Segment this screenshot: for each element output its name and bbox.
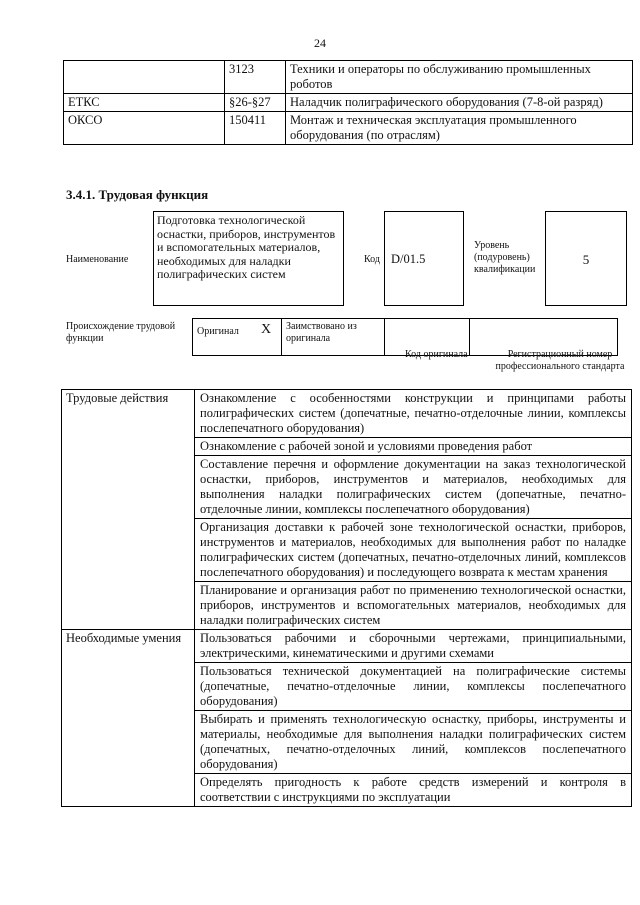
original-mark: X: [257, 319, 282, 356]
table-cell: ОКСО: [64, 112, 225, 145]
classification-table: [63, 60, 633, 145]
action-item: Организация доставки к рабочей зоне технологической оснастки, приборов, инструментов и материалов, необходимых для выполнения работ по наладке полиграфических систем (допечатных, печатно-отделочных линий, комплексов послепечатного оборудования) и последующего возврата к местам хранения: [195, 519, 632, 582]
page-number: 24: [314, 36, 326, 50]
code-label: Код: [364, 254, 380, 265]
table-row: [64, 61, 633, 94]
table-cell: Техники и операторы по обслуживанию промышленных роботов: [286, 61, 633, 94]
actions-label: Трудовые действия: [62, 390, 195, 630]
level-box: 5: [545, 211, 627, 306]
action-item: Планирование и организация работ по применению технологической оснастки, приборов, инструментов и вспомогательных материалов, необходимых для наладки полиграфических систем: [195, 582, 632, 630]
code-original-label: Код оригинала: [405, 349, 468, 360]
function-details-table: [61, 389, 632, 807]
origin-label: Происхождение трудовой функции: [66, 321, 176, 344]
name-label: Наименование: [66, 254, 129, 265]
level-label: Уровень (подуровень) квалификации: [474, 240, 536, 275]
table-cell: Монтаж и техническая эксплуатация промышленного оборудования (по отраслям): [286, 112, 633, 145]
action-item: Ознакомление с рабочей зоной и условиями проведения работ: [195, 438, 632, 456]
reg-number-label: Регистрационный номер профессионального стандарта: [495, 349, 625, 372]
code-box: D/01.5: [384, 211, 464, 306]
skills-label: Необходимые умения: [62, 630, 195, 807]
action-item: Ознакомление с особенностями конструкции и принципами работы полиграфических систем (допечатные, печатно-отделочные линии, комплексы послепечатного оборудования): [195, 390, 632, 438]
table-row: [64, 94, 633, 112]
table-cell: 150411: [225, 112, 286, 145]
table-cell: §26-§27: [225, 94, 286, 112]
table-cell: [64, 61, 225, 94]
action-item: Составление перечня и оформление документации на заказ технологической оснастки, приборов, инструментов и материалов, необходимых для выполнения наладки полиграфических систем (допечатные, печатно-отделочные линии, комплексы послепечатного оборудования): [195, 456, 632, 519]
skill-item: Определять пригодность к работе средств измерений и контроля в соответствии с инструкциями по эксплуатации: [195, 774, 632, 807]
table-row: [62, 630, 632, 663]
table-cell: Наладчик полиграфического оборудования (7-8-ой разряд): [286, 94, 633, 112]
function-name-box: Подготовка технологической оснастки, приборов, инструментов и вспомогательных материалов, необходимых для наладки полиграфических систем: [153, 211, 344, 306]
section-title: 3.4.1. Трудовая функция: [66, 187, 209, 202]
table-row: [64, 112, 633, 145]
borrowed-label: Заимствовано из оригинала: [282, 319, 385, 356]
table-cell: ЕТКС: [64, 94, 225, 112]
table-cell: 3123: [225, 61, 286, 94]
skill-item: Выбирать и применять технологическую оснастку, приборы, инструменты и материалы, необходимые для выполнения наладки полиграфических систем (допечатных, печатно-отделочных линий, комплексов послепечатного оборудования): [195, 711, 632, 774]
original-label: Оригинал: [193, 319, 258, 356]
skill-item: Пользоваться технической документацией на полиграфические системы (допечатные, печатно-отделочные линии, комплексы послепечатного оборудования): [195, 663, 632, 711]
skill-item: Пользоваться рабочими и сборочными чертежами, принципиальными, электрическими, кинематическими и другими схемами: [195, 630, 632, 663]
table-row: [62, 390, 632, 438]
